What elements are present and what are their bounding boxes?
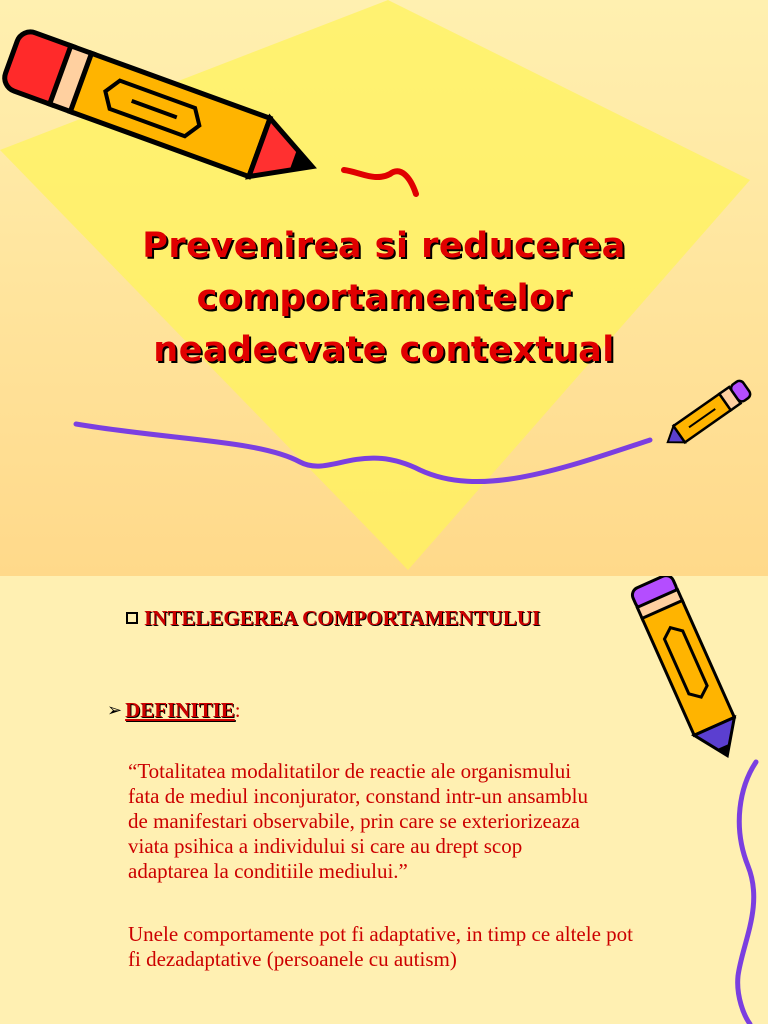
square-bullet-icon (126, 612, 138, 624)
section-heading (126, 606, 540, 631)
definition-label (107, 698, 241, 723)
note-paragraph (128, 922, 728, 972)
slide-title (60, 220, 708, 376)
definition-colon: : (234, 698, 241, 722)
quote-line: fata de mediul inconjurator, constand intr-un ansamblu (128, 784, 589, 808)
quote-line: adaptarea la conditiile mediului.” (128, 859, 408, 883)
quote-line: viata psihica a individului si care au drept scop (128, 834, 523, 858)
quote-line: de manifestari observabile, prin care se exteriorizeaza (128, 809, 580, 833)
arrow-bullet-icon: ➢ (107, 700, 123, 720)
note-line: Unele comportamente pot fi adaptative, in timp ce altele pot (128, 922, 633, 946)
note-line: fi dezadaptative (persoanele cu autism) (128, 947, 457, 971)
title-line-1: Prevenirea si reducerea (142, 226, 626, 266)
vertical-pencil-icon (630, 576, 747, 765)
purple-wave-line-vertical (738, 762, 756, 1024)
content-slide (0, 576, 768, 1024)
title-line-2: comportamentelor (196, 278, 572, 318)
title-line-3: neadecvate contextual (153, 330, 615, 370)
quote-line: “Totalitatea modalitatilor de reactie ale organismului (128, 759, 572, 783)
small-pencil-icon (662, 379, 752, 450)
definition-term: DEFINITIE (125, 698, 235, 722)
definition-quote (128, 759, 728, 884)
section-heading-text: INTELEGEREA COMPORTAMENTULUI (144, 606, 541, 630)
